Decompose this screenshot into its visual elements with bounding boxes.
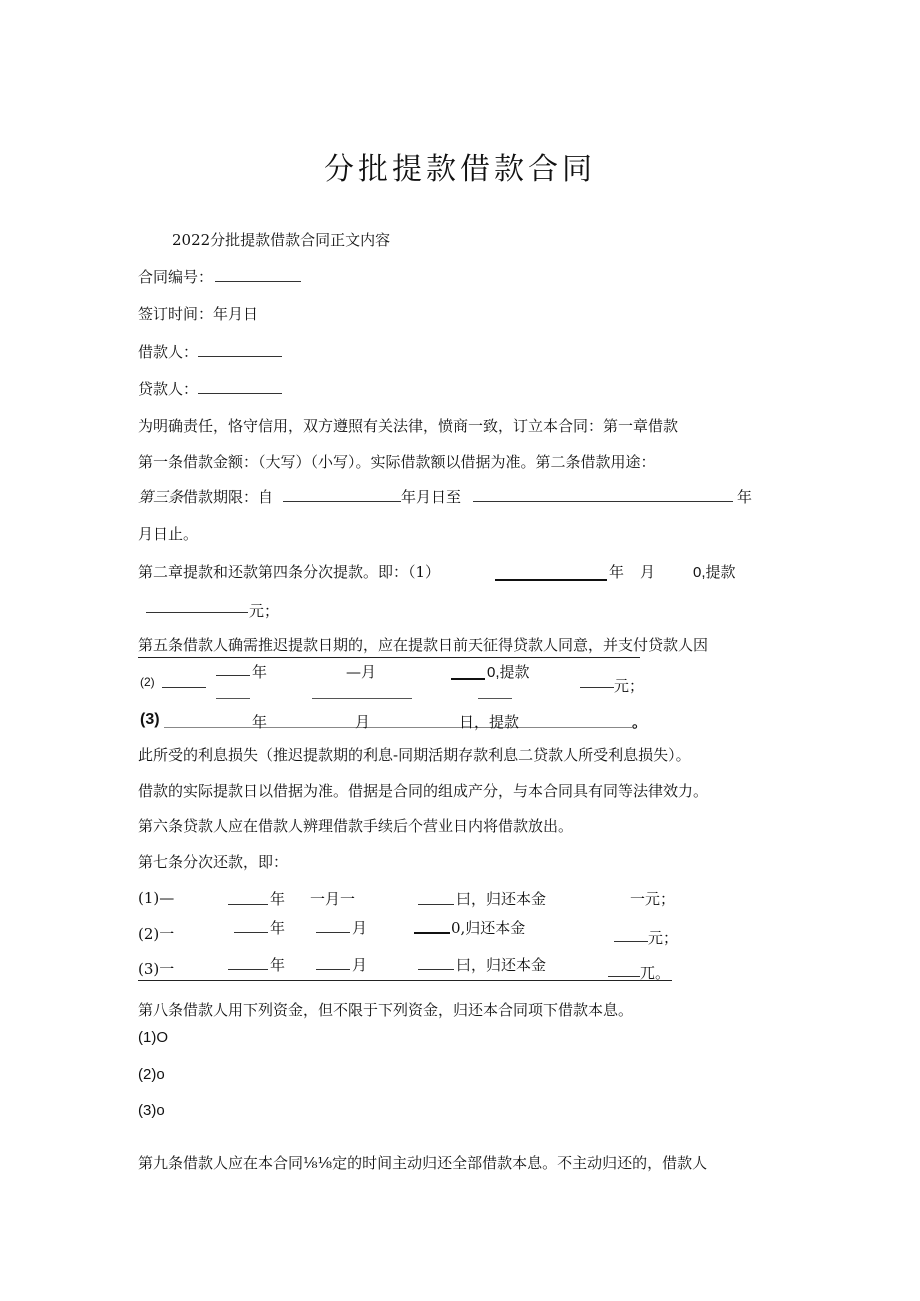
repay1-month: 一月一 bbox=[310, 890, 356, 908]
repay2-yuan: 元； bbox=[648, 929, 679, 947]
repay-divider bbox=[138, 980, 672, 981]
article-5-line2: 此所受的利息损失（推迟提款期的利息-同期活期存款利息二贷款人所受利息损失）。 bbox=[138, 746, 691, 764]
draw1-day-draw: 0,提款 bbox=[693, 564, 736, 581]
draw3-year: 年 bbox=[252, 713, 268, 731]
article-3-label: 借款期限：自 bbox=[183, 488, 274, 506]
repay3-number: (3)一 bbox=[138, 960, 175, 978]
borrower-row bbox=[138, 341, 282, 362]
lender-label: 贷款人： bbox=[138, 380, 199, 398]
article-5-line1: 第五条借款人确需推迟提款日期的，应在提款日前天征得贷款人同意，并支付贷款人因 bbox=[138, 636, 709, 654]
article-3-end: 年 bbox=[737, 488, 753, 506]
draw2-underline-b bbox=[312, 698, 412, 699]
article-8: 第八条借款人用下列资金，但不限于下列资金，归还本合同项下借款本息。 bbox=[138, 1001, 634, 1019]
draw2-underline-c bbox=[478, 698, 512, 699]
repay2-year: 年 bbox=[270, 919, 286, 937]
repay3-month: 月 bbox=[352, 956, 368, 974]
repay1-yuan: 一元； bbox=[630, 890, 676, 908]
article-3-mid: 年月日至 bbox=[401, 488, 462, 506]
repay3-yuan: 兀。 bbox=[640, 964, 671, 982]
draw3-day-draw: 日，提款 bbox=[459, 713, 520, 731]
term-start-blank bbox=[283, 487, 401, 502]
repay2-month-blank bbox=[316, 918, 350, 933]
document-title: 分批提款借款合同 bbox=[324, 152, 596, 187]
draw1-month: 月 bbox=[640, 563, 656, 581]
intro-paragraph: 为明确责任，恪守信用，双方遵照有关法律，愤商一致，订立本合同：第一章借款 bbox=[138, 417, 679, 435]
draw3-number: (3) bbox=[140, 711, 160, 728]
draw2-day-blank bbox=[451, 664, 485, 680]
chapter-2-text: 第二章提款和还款第四条分次提款。即：（1） bbox=[138, 563, 441, 581]
repay3-day: 曰，归还本金 bbox=[456, 956, 547, 974]
repay1-year-blank bbox=[228, 890, 268, 905]
draw2-month: —月 bbox=[346, 663, 377, 681]
repay2-number: (2)一 bbox=[138, 925, 175, 943]
draw2-day-draw: 0,提款 bbox=[487, 664, 530, 681]
contract-number-blank bbox=[215, 267, 301, 282]
repay3-month-blank bbox=[316, 955, 350, 970]
repay1-number: (1)— bbox=[138, 889, 175, 907]
article-3 bbox=[138, 486, 752, 507]
repay3-year: 年 bbox=[270, 956, 286, 974]
repay1-year: 年 bbox=[270, 890, 286, 908]
fund-item-3: (3)o bbox=[138, 1102, 165, 1119]
repay2-day-blank bbox=[414, 918, 450, 934]
article-3-prefix: 第三条 bbox=[138, 488, 184, 506]
divider-line bbox=[138, 657, 640, 658]
article-1: 第一条借款金额：（大写）（小写）。实际借款额以借据为准。第二条借款用途： bbox=[138, 453, 656, 471]
draw2-blank-a bbox=[162, 673, 206, 688]
repay3-amount-blank bbox=[608, 962, 640, 977]
article-3-line2: 月日止。 bbox=[138, 525, 199, 543]
repay2-amount-blank bbox=[614, 927, 648, 942]
draw2-number: (2) bbox=[140, 675, 155, 689]
article-6: 第六条贷款人应在借款人辨理借款手续后个营业日内将借款放出。 bbox=[138, 817, 574, 835]
draw2-amount-blank bbox=[580, 673, 614, 688]
draw2-year: 年 bbox=[252, 663, 268, 681]
draw3-month: 月 bbox=[355, 713, 371, 731]
draw3-line bbox=[164, 713, 632, 728]
borrower-blank bbox=[198, 342, 282, 357]
repay1-day: 曰，归还本金 bbox=[456, 890, 547, 908]
repay3-day-blank bbox=[418, 955, 454, 970]
fund-item-2: (2)o bbox=[138, 1066, 165, 1083]
lender-row bbox=[138, 378, 282, 399]
draw3-end: 。 bbox=[632, 713, 648, 731]
lender-blank bbox=[198, 379, 282, 394]
article-5-line3: 借款的实际提款日以借据为准。借据是合同的组成产分，与本合同具有同等法律效力。 bbox=[138, 782, 709, 800]
draw1-yuan: 元； bbox=[249, 602, 280, 620]
draw1-date-blank bbox=[495, 565, 607, 581]
draw1-amount-blank bbox=[146, 598, 248, 613]
fund-item-1: (1)O bbox=[138, 1029, 168, 1046]
repay2-year-blank bbox=[234, 918, 268, 933]
draw1-year: 年 bbox=[609, 563, 625, 581]
sign-time: 签订时间：年月日 bbox=[138, 305, 259, 323]
article-7: 第七条分次还款，即： bbox=[138, 853, 289, 871]
repay2-day: 0,归还本金 bbox=[451, 919, 526, 937]
document-subtitle: 2022分批提款借款合同正文内容 bbox=[172, 231, 391, 249]
draw2-yuan: 元； bbox=[614, 677, 645, 695]
repay2-month: 月 bbox=[352, 919, 368, 937]
repay1-day-blank bbox=[418, 890, 454, 905]
article-9: 第九条借款人应在本合同⅛⅛定的时间主动归还全部借款本息。不主动归还的，借款人 bbox=[138, 1154, 708, 1172]
borrower-label: 借款人： bbox=[138, 343, 199, 361]
contract-number-row bbox=[138, 266, 301, 287]
draw2-year-blank bbox=[216, 661, 250, 676]
repay3-year-blank bbox=[228, 955, 268, 970]
contract-number-label: 合同编号： bbox=[138, 268, 214, 286]
term-end-blank bbox=[473, 487, 733, 502]
draw2-underline-a bbox=[216, 698, 250, 699]
